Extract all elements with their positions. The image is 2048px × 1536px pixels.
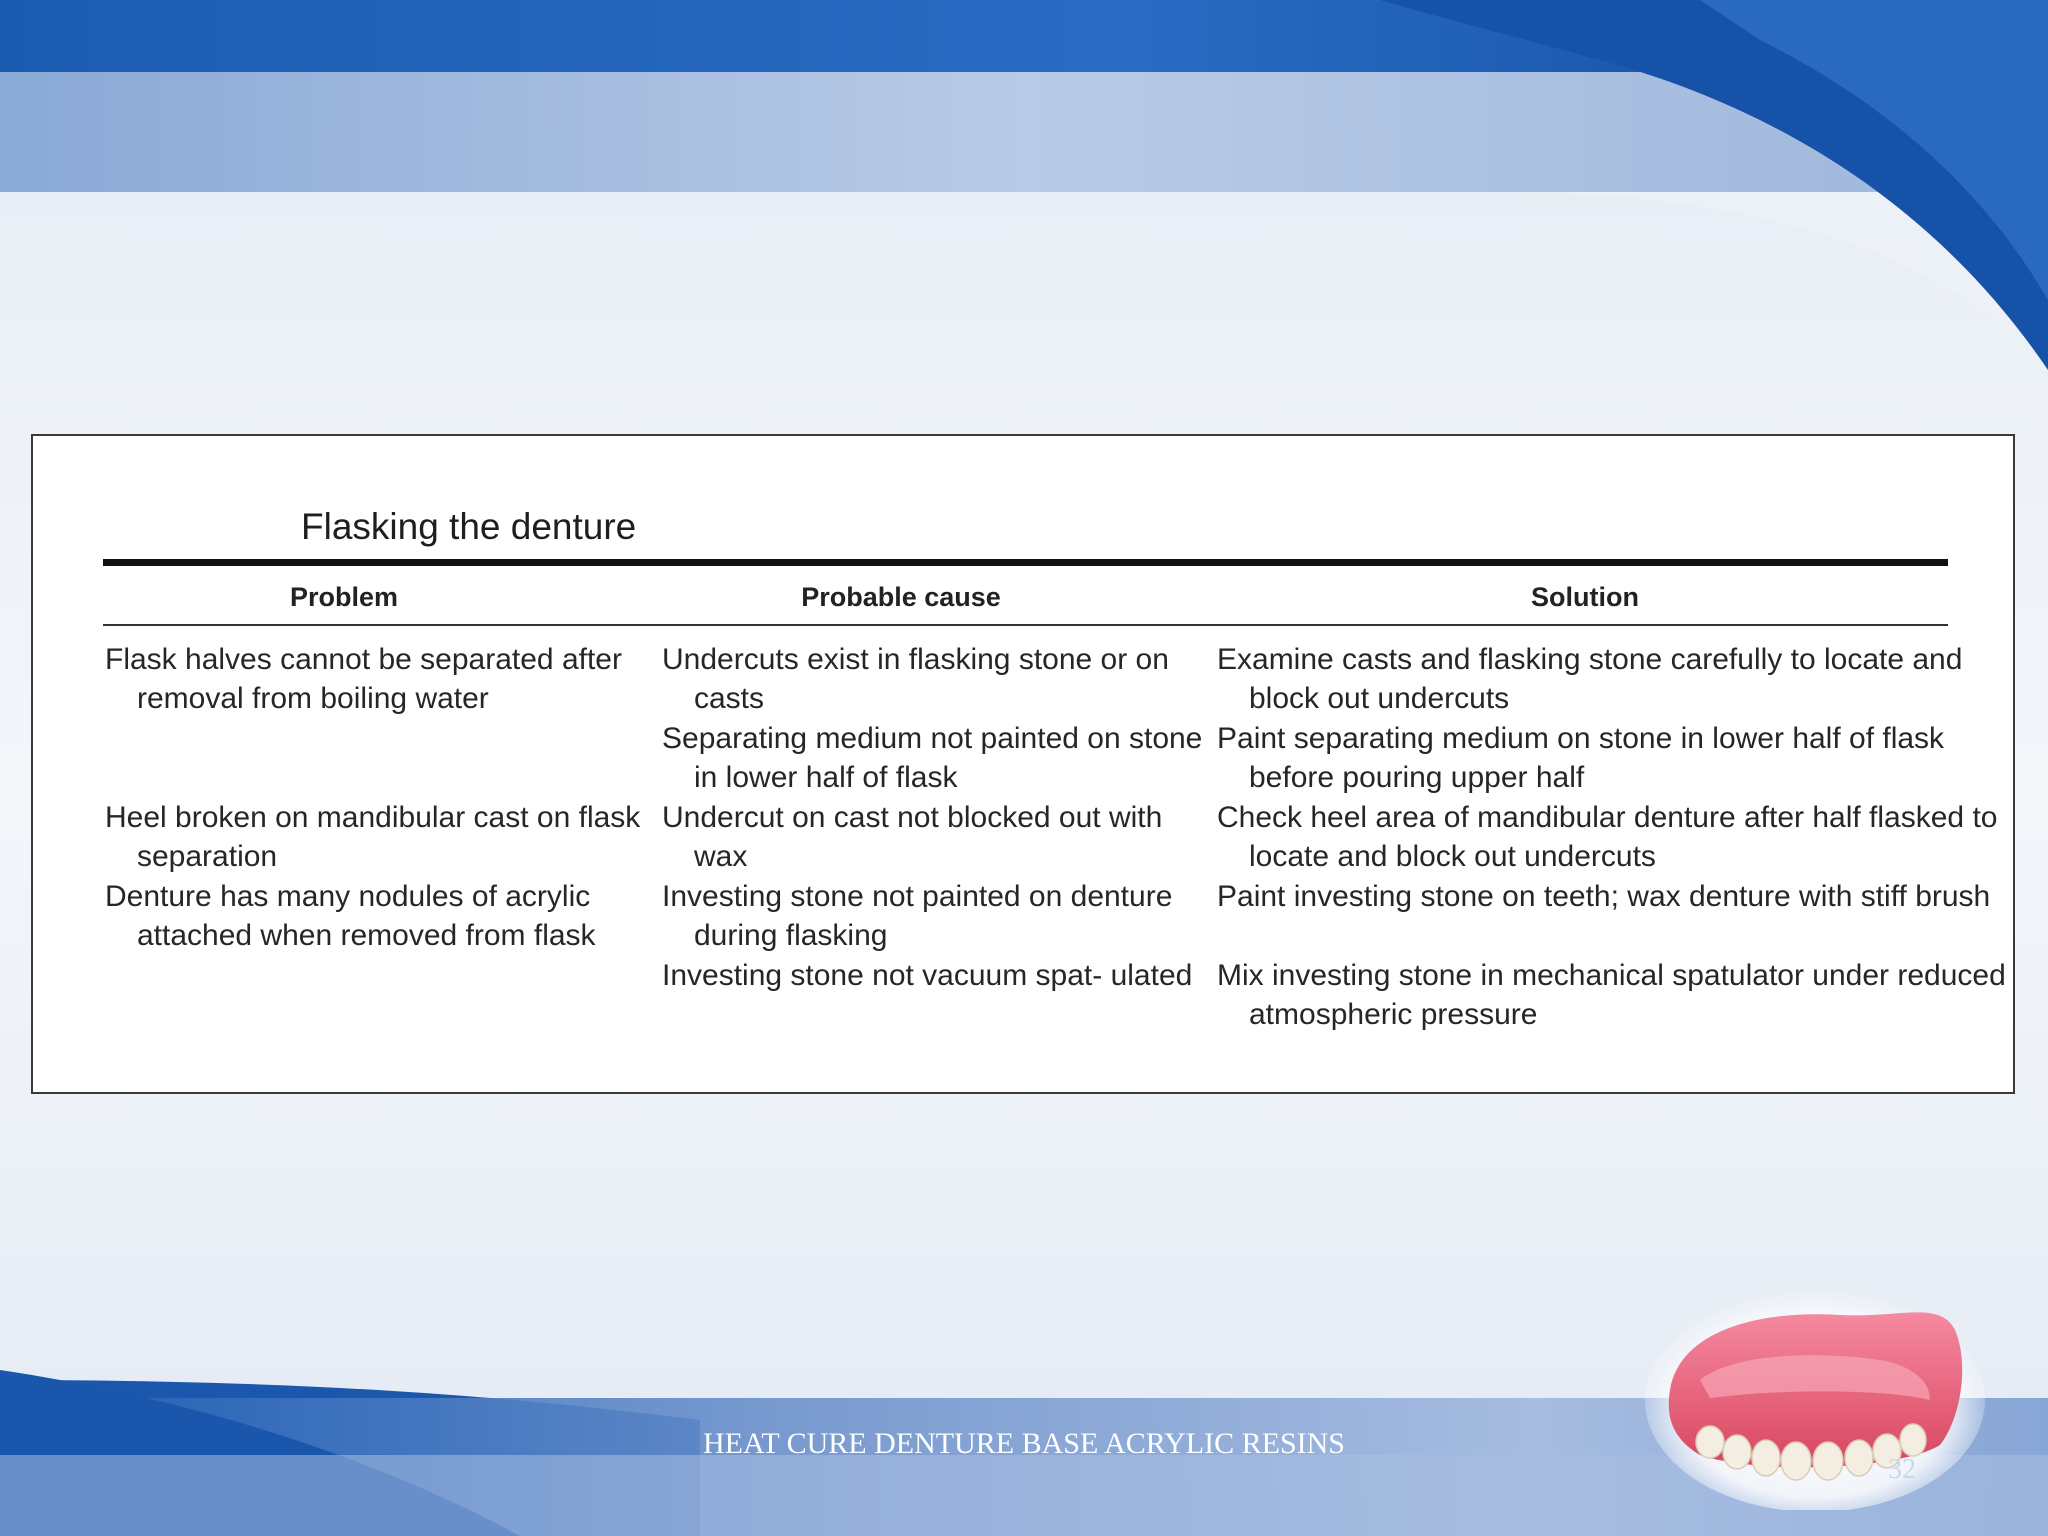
flasking-table bbox=[31, 434, 2015, 1094]
solution-cell: Check heel area of mandibular denture after half flasked to locate and block out undercuts bbox=[1217, 801, 1998, 874]
problem-cell: Flask halves cannot be separated after removal from boiling water bbox=[105, 643, 622, 716]
page-number: 32 bbox=[1888, 1454, 1916, 1485]
header-rule-thick bbox=[103, 559, 1948, 566]
denture-image bbox=[1640, 1270, 1990, 1510]
column-header-solution: Solution bbox=[1531, 582, 1639, 612]
problem-cell: Heel broken on mandibular cast on flask separation bbox=[105, 801, 641, 874]
problem-cell: Denture has many nodules of acrylic attached when removed from flask bbox=[105, 880, 596, 953]
solution-cell: Paint investing stone on teeth; wax denture with stiff brush bbox=[1217, 880, 1991, 913]
solution-cell: Mix investing stone in mechanical spatulator under reduced atmospheric pressure bbox=[1217, 959, 2006, 1032]
cause-cell: Investing stone not painted on denture during flasking bbox=[662, 880, 1173, 953]
footer-title: HEAT CURE DENTURE BASE ACRYLIC RESINS bbox=[702, 1427, 1345, 1460]
cause-cell: Investing stone not vacuum spat- ulated bbox=[662, 959, 1193, 992]
solution-cell: Paint separating medium on stone in lower half of flask before pouring upper half bbox=[1217, 722, 1945, 795]
column-header-problem: Problem bbox=[289, 582, 399, 612]
column-header-probable-cause: Probable cause bbox=[801, 582, 1001, 612]
cause-cell: Undercuts exist in flasking stone or on casts bbox=[662, 643, 1169, 716]
table-title: Flasking the denture bbox=[301, 506, 637, 547]
cause-cell: Separating medium not painted on stone in lower half of flask bbox=[662, 722, 1203, 795]
solution-cell: Examine casts and flasking stone carefully to locate and block out undercuts bbox=[1217, 643, 1963, 716]
header-rule-thin bbox=[103, 624, 1948, 626]
cause-cell: Undercut on cast not blocked out with wax bbox=[662, 801, 1163, 874]
